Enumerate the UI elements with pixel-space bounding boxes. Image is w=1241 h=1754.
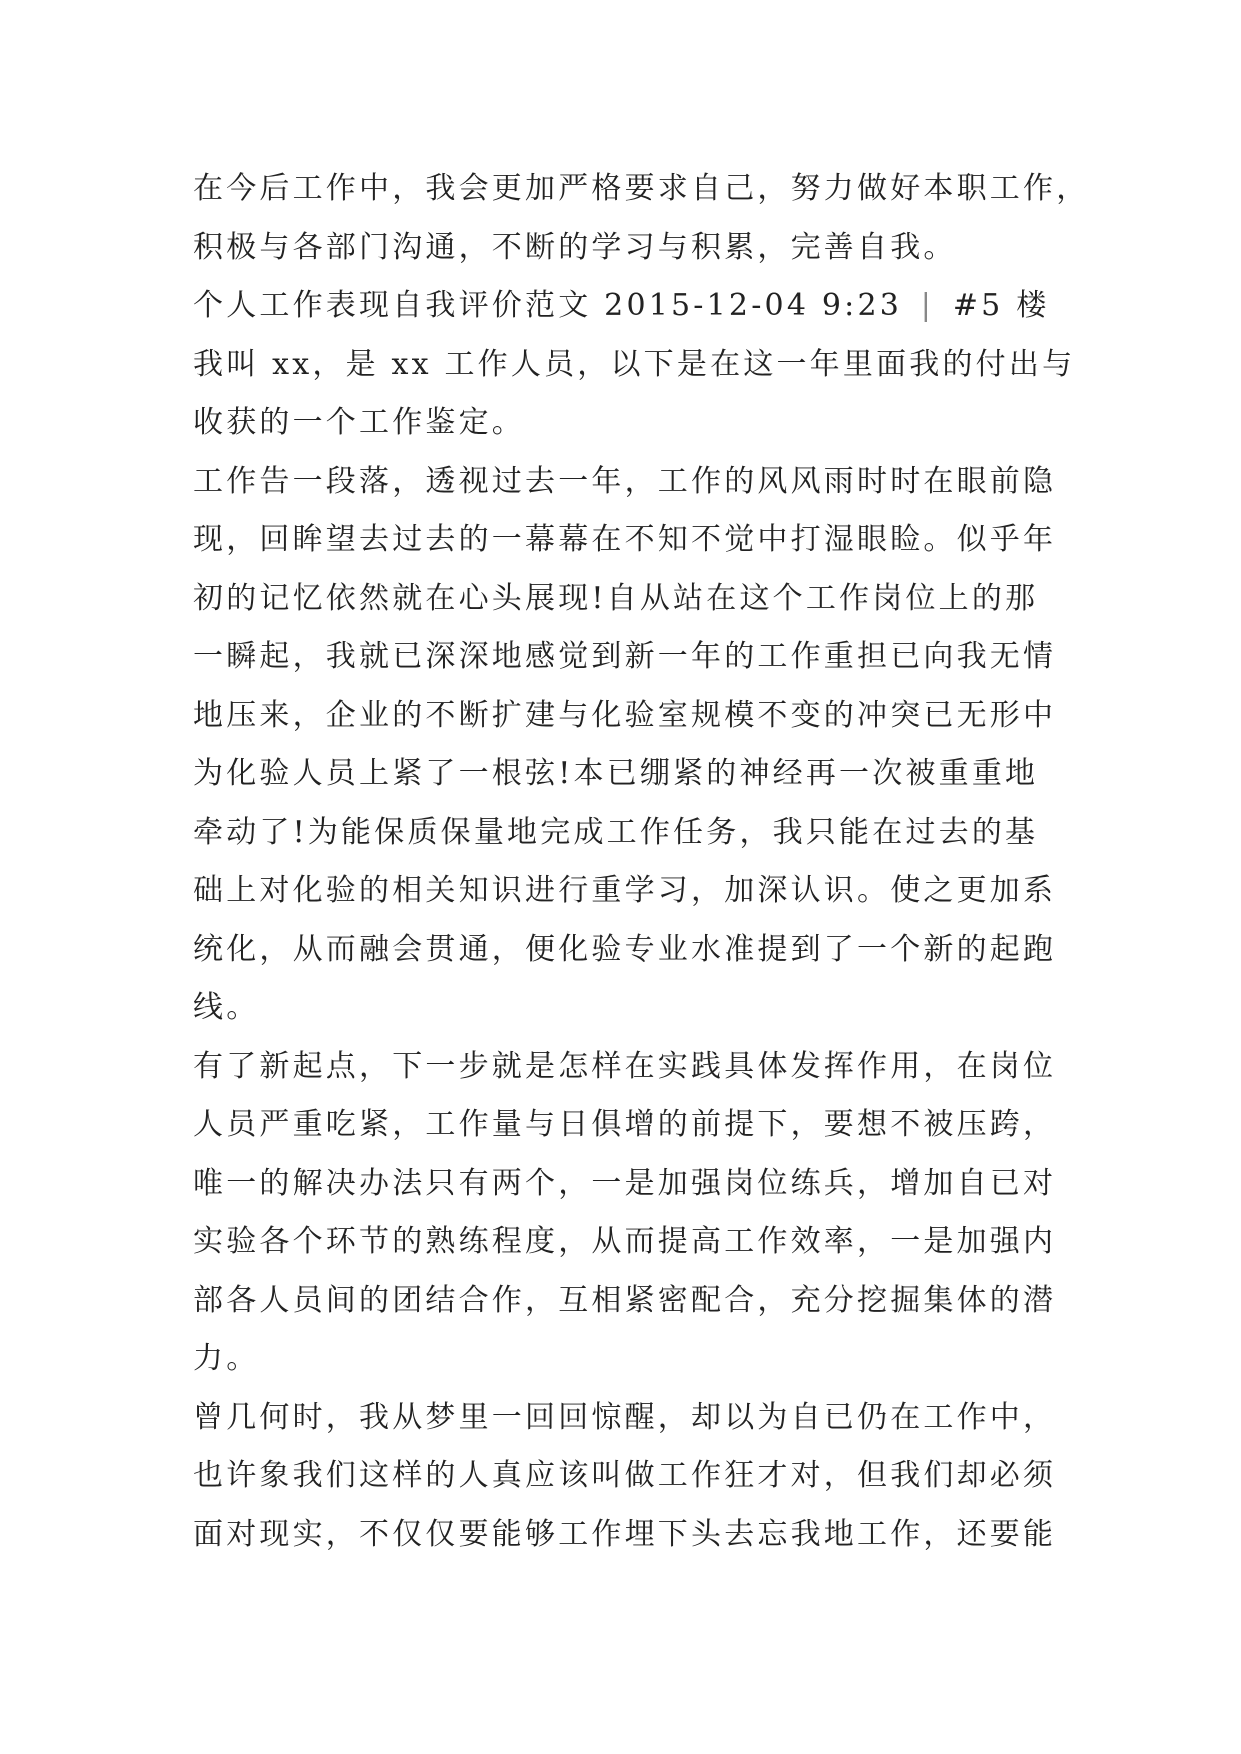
text-line: 础上对化验的相关知识进行重学习，加深认识。使之更加系	[193, 873, 1057, 908]
text-line: 工作告一段落，透视过去一年，工作的风风雨时时在眼前隐	[193, 463, 1057, 499]
text-line: 统化，从而融会贯通，便化验专业水准提到了一个新的起跑	[193, 931, 1057, 967]
header-separator: |	[920, 288, 935, 323]
text-line: 也许象我们这样的人真应该叫做工作狂才对，但我们却必须	[193, 1458, 1057, 1493]
text-line: 线。	[193, 990, 260, 1025]
text-line: 在今后工作中，我会更加严格要求自己，努力做好本职工作，	[193, 171, 1090, 206]
text-line: 为化验人员上紧了一根弦!本已绷紧的神经再一次被重重地	[193, 756, 1039, 791]
text-line: 实验各个环节的熟练程度，从而提高工作效率，一是加强内	[193, 1224, 1057, 1259]
text-line: 曾几何时，我从梦里一回回惊醒，却以为自已仍在工作中，	[193, 1399, 1057, 1435]
text-line: 部各人员间的团结合作，互相紧密配合，充分挖掘集体的潜	[193, 1282, 1057, 1318]
text-line: 收获的一个工作鉴定。	[193, 405, 525, 440]
text-line: 一瞬起，我就已深深地感觉到新一年的工作重担已向我无情	[193, 639, 1057, 674]
text-line: 初的记忆依然就在心头展现!自从站在这个工作岗位上的那	[193, 580, 1039, 616]
text-line: 牵动了!为能保质保量地完成工作任务，我只能在过去的基	[193, 814, 1039, 850]
text-line: 人员严重吃紧，工作量与日俱增的前提下，要想不被压跨，	[193, 1107, 1057, 1142]
text-line: 面对现实，不仅仅要能够工作埋下头去忘我地工作，还要能	[193, 1516, 1057, 1552]
text-line: 积极与各部门沟通，不断的学习与积累，完善自我。	[193, 229, 957, 265]
post-datetime: 2015-12-04 9:23	[604, 288, 903, 323]
post-header	[193, 277, 1073, 336]
text-line: 唯一的解决办法只有两个，一是加强岗位练兵，增加自已对	[193, 1165, 1057, 1201]
text-line: 地压来，企业的不断扩建与化验室规模不变的冲突已无形中	[193, 697, 1057, 733]
post-floor: #5 楼	[952, 288, 1050, 323]
text-line: 我叫 xx，是 xx 工作人员，以下是在这一年里面我的付出与	[193, 346, 1076, 382]
text-line: 现，回眸望去过去的一幕幕在不知不觉中打湿眼睑。似乎年	[193, 522, 1057, 557]
document-body	[193, 160, 1090, 1564]
text-line: 力。	[193, 1341, 260, 1376]
text-line: 有了新起点，下一步就是怎样在实践具体发挥作用，在岗位	[193, 1048, 1057, 1084]
post-title: 个人工作表现自我评价范文	[193, 288, 592, 323]
